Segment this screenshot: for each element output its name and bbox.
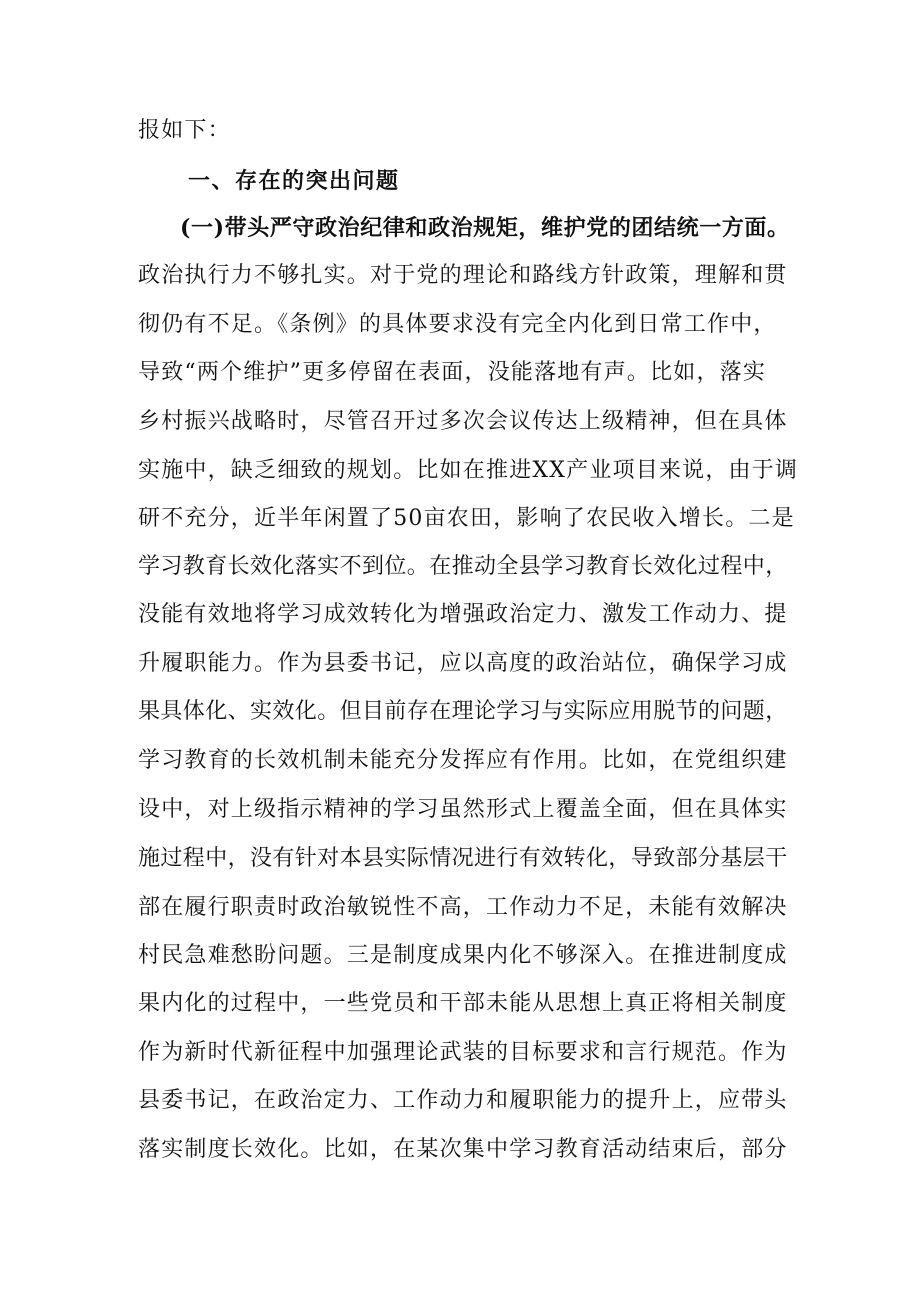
body-line: 果内化的过程中，一些党员和干部未能从思想上真正将相关制度	[138, 991, 788, 1016]
body-line: 实施中，缺乏细致的规划。比如在推进XX产业项目来说，由于调	[138, 458, 799, 483]
body-line: 部在履行职责时政治敏锐性不高，工作动力不足，未能有效解决	[138, 895, 788, 920]
body-line: 乡村振兴战略时，尽管召开过多次会议传达上级精神，但在具体	[138, 409, 788, 434]
body-line: 施过程中，没有针对本县实际情况进行有效转化，导致部分基层干	[138, 846, 788, 871]
body-line: 导致“两个维护”更多停留在表面，没能落地有声。比如，落实	[138, 360, 767, 385]
body-line: 学习教育的长效机制未能充分发挥应有作用。比如，在党组织建	[138, 748, 788, 773]
body-line: 落实制度长效化。比如，在某次集中学习教育活动结束后，部分	[138, 1137, 788, 1162]
body-line: 没能有效地将学习成效转化为增强政治定力、激发工作动力、提	[138, 602, 788, 627]
body-line: 政治执行力不够扎实。对于党的理论和路线方针政策，理解和贯	[138, 263, 788, 288]
body-line: 升履职能力。作为县委书记，应以高度的政治站位，确保学习成	[138, 651, 788, 676]
body-line: 县委书记，在政治定力、工作动力和履职能力的提升上，应带头	[138, 1088, 788, 1113]
body-line: 研不充分，近半年闲置了50亩农田，影响了农民收入增长。二是	[138, 506, 795, 531]
body-line: 村民急难愁盼问题。三是制度成果内化不够深入。在推进制度成	[138, 943, 788, 968]
body-line: 彻仍有不足。《条例》的具体要求没有完全内化到日常工作中，	[138, 312, 777, 337]
intro-line: 报如下：	[138, 118, 231, 143]
section-heading: 一、存在的突出问题	[188, 168, 400, 194]
body-line: 果具体化、实效化。但目前存在理论学习与实际应用脱节的问题，	[138, 699, 788, 724]
body-line: 学习教育长效化落实不到位。在推动全县学习教育长效化过程中，	[138, 554, 788, 579]
body-line: 设中，对上级指示精神的学习虽然形式上覆盖全面，但在具体实	[138, 797, 788, 822]
subsection-heading: (一)带头严守政治纪律和政治规矩，维护党的团结统一方面。	[180, 215, 790, 241]
body-line: 作为新时代新征程中加强理论武装的目标要求和言行规范。作为	[138, 1040, 788, 1065]
